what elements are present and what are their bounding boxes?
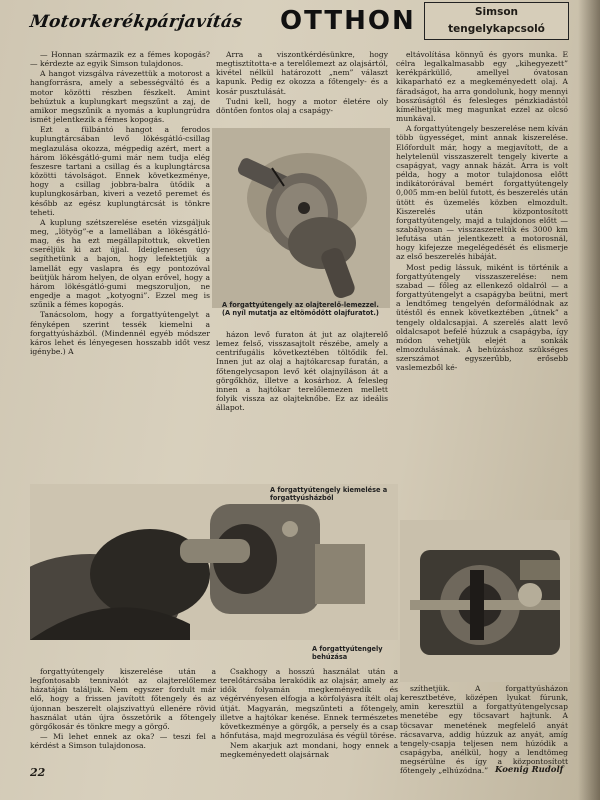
crankshaft-photo	[212, 128, 390, 308]
topic-box	[424, 2, 569, 40]
paragraph: Arra a viszontkérdésünkre, hogy megtisztította-e a terelőlemezt az olajsártól, kivétel nélkül határozott „nem” választ kapunk. Pedig ez okozza a főtengely- és a kosár pusztulását.	[216, 50, 388, 96]
paragraph: — Mi lehet ennek az oka? — teszi fel a kérdést a Simson tulajdonosa.	[30, 732, 216, 751]
extraction-photo	[30, 484, 398, 640]
article-title	[28, 4, 416, 44]
paragraph: Csakhogy a hosszú használat után a terelőtárcsába lerakódik az olajsár, amely az idők folyamán megkeményedik és végérvényesen elfogja a körfolyásra ítélt olaj útját. Magyarán, megszűnteti a főtengely, illetve a hajtókar kenése. Ennek természetes következménye a görgők, a persely és a csap hőnfutása, majd megrozulása és végül törése.	[220, 667, 398, 741]
paragraph: Nem akarjuk azt mondani, hogy ennek a megkeményedett olajsárnak	[220, 741, 398, 760]
text-column-2-bottom	[216, 330, 388, 413]
paragraph: Most pedig lássuk, miként is történik a forgattyútengely visszaszerelése: nem szabad — főleg az ellenkező oldalról — a forgattyútengelyt a csapágyba beütni, mert a lendtőmeg tengelyén deformálódnak az ütéstől és ennek következtében „ütnek” a tengely oldalcsapjai. A szerelés alatt levő oldalcsapot befelé húzzuk a csapágyba, így módon vehetjük elejét a sonkák elmozdulásának. A behúzáshoz szükséges szerszámot egyszerűbb, erősebb vaslemezből ké-	[396, 262, 568, 373]
photo-caption-puller: A forgattyútengely behúzása	[312, 645, 383, 661]
paragraph: Tanácsolom, hogy a forgattyútengelyt a fényképen szerint tessék kiemelni a forgattyúsházból. (Mindennél egyéb módszer káros lehet és lényegesen hosszabb időt vesz igénybe.) A	[30, 310, 210, 356]
puller-photo	[400, 520, 570, 682]
title-big: OTTHON	[280, 6, 416, 36]
page-number: 22	[30, 766, 46, 779]
bottom-column-1	[30, 667, 216, 751]
paragraph: A hangot vizsgálva rávezettük a motorost a hangforrásra, amely a sebességváltó és a motor közötti részben fészkelt. Amint behúztuk a kuplungkart megszűnt a zaj, de amikor megszűnik a nyomás a kuplungrúdra ismét jelentkezik a fémes kopogás.	[30, 69, 210, 125]
text-column-3	[396, 50, 568, 373]
text-column-2-top	[216, 50, 388, 116]
paragraph: házon levő furaton át jut az olajterelő lemez felső, visszasajtolt részébe, amely a centrifugális következtében töltődik fel. Innen jut az olaj a hajtókarcsap furatán, a főtengelycsapon levő két olajnyíláson át a görgőkhöz, illetve a kosárhoz. A felesleg innen a hajtókar terelőlemezen mellett folyik vissza az olajteknőbe. Ez az ideális állapot.	[216, 330, 388, 413]
author-name: Koenig Rudolf	[495, 765, 564, 775]
paragraph: A kuplung szétszerelése esetén vizsgáljuk meg, „lötyög”-e a lamellában a lökésgátló-mag, és ha ezt megállapítottuk, okvetlen cseréljük ki azt újjal. Ideiglenesen úgy segíthetünk a bajon, hogy lefektetjük a lamellát egy vaslapra és egy pontozóval beütjük három helyen, de olyan erővel, hogy a három lökésgátló-gumi megszoruljon, ne engedje a magot „kotyogni”. Ezzel meg is szűnik a fémes kopogás.	[30, 217, 210, 310]
bottom-column-2	[220, 667, 398, 761]
title-script: Motorkerékpárjavítás	[28, 12, 244, 32]
paragraph: A forgattyútengely beszerelése nem kíván több ügyességet, mint annak kiszerelése. Előfordult már, hogy a megjavított, de a helytelenül visszaszerelt tengely kiverte a csapágyat, vagy annak házát. Arra is volt példa, hogy a motor tulajdonosa előtt indikátorórával bemért forgattyútengely 0,005 mm-en belül futott, és beszerelés után ütött és üzemelés közben elmozdult. Kiszerelés után központosított forgattyútengely, majd a tulajdonos előtt — szabályosan — visszaszereltük és 3000 km lefutása után jelentkezett a motorosnál, hogy kifejezze megelégedését és elismerje az első beszerelés hibáját.	[396, 124, 568, 262]
topic-line-2: tengelykapcsoló	[448, 23, 545, 35]
photo-caption-extraction: A forgattyútengely kiemelése a forgattyúsházból	[270, 486, 388, 502]
paragraph: szíthetjük. A forgattyúsházon keresztbetéve, középen lyukat fúrunk, amin keresztül a forgattyútengelycsap menetébe egy töcsavart hajtunk. A töcsavar menetének megfelelő anyát rácsavarva, addig húzzuk az anyát, amíg tengely-csapja teljesen nem húzódik a csapágyba, anélkül, hogy a lendtömeg megsérülne és így a központosított főtengely „elhúzódna.”	[400, 684, 568, 776]
bottom-column-3	[400, 684, 568, 777]
paragraph: forgattyútengely kiszerelése után a legfontosabb tennivalót az olajterelőlemez házatáján találjuk. Nem egyszer fordult már elő, hogy a frissen javított főtengely és az újonnan beszerelt olajszivattyú ellenére rövid használat után újra összetörik a főtengely görgőkosár és tönkre megy a görgő.	[30, 667, 216, 731]
paragraph: Tudni kell, hogy a motor életére oly döntően fontos olaj a csapágy-	[216, 96, 388, 115]
topic-line-1: Simson	[474, 6, 519, 18]
paragraph: — Honnan származik ez a fémes kopogás? — kérdezte az egyik Simson tulajdonos.	[30, 50, 210, 69]
paragraph: Ezt a fülbántó hangot a ferodos kuplungtárcsában levő lökésgátló-csillag meglazulása okozza, mégpedig azért, mert a három lökésgátló-gumi már nem tudja elég feszesre tartani a csillag és a kuplungtárcsa közötti távolságot. Ennek következménye, hogy a csillag jobbra-balra ütődik a kuplungkosárban, kiveri a vezető peremet és később az egész kuplungtárcsát is tönkre teheti.	[30, 125, 210, 217]
text-column-1	[30, 50, 210, 357]
photo-caption-crankshaft: A forgattyútengely az olajterelő-lemezzel. (A nyíl mutatja az eltömődött olajfuratot.)	[222, 301, 379, 317]
paragraph: eltávolítása könnyű és gyors munka. E célra legalkalmasabb egy „kihegyezett” kerékpárküllő, amellyel óvatosan kikaparható ez a megkeményedett olaj. A fáradságot, ha arra gondolunk, hogy mennyi bosszúságtól és felesleges pénzkiadástól kímélhetjük meg magunkat ezzel az olcsó munkával.	[396, 50, 568, 124]
